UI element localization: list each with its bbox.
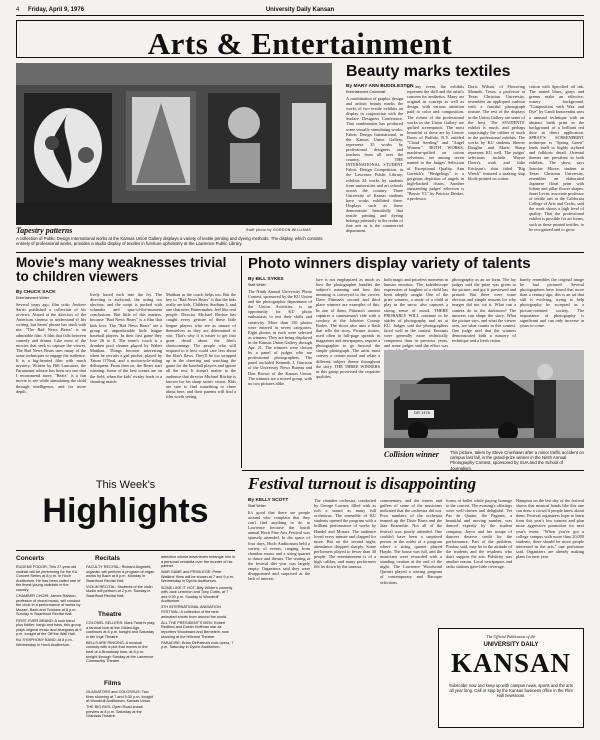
photo-byrole: Staff Writer [248,283,266,287]
ad-line-2: UNIVERSITY DAILY [483,642,539,648]
highlights-line-2: Highlights [42,492,209,530]
divider-upper [16,252,584,253]
recital-item: FACULTY RECITAL: Richard Angeletti, organist, will perform a program of organ works by Bach at 8 p.m. Monday in Swarthout Recital Hall. [86,565,155,583]
movies-byline: By CHUCK SACK [16,290,56,295]
beauty-col-2: In any event, the exhibits represent the skill and the artist's concern for aesthetics. Many are original in concept as well as design, with various attention paid to color and composition. The richest of the professional works in the Union Gallery are quilted screenprints. The most beautiful of these are by Lenore Davis of Buffalo, N.Y. entitled "Cloud Seeding" and "Angel Women." BOTH WORKS, machine-quilted on cotton velveteen, are among seven named to the Judges' Selection of Exceptional Quality. Ann Gornick's "Hedgehogs" is a gorgeous depiction of angels in high-backed chairs. Another outstanding judges' selection is "Bessie VI," by Patricia Denker, a professor. [407,84,464,202]
photo-headline: Photo winners display variety of talents [248,255,531,272]
movies-col-1: Several years ago, film critic Andrew Sarris published a collection of his reviews. Aimed at the directors of the American cinema to understand if his writing, but Sarris' phrase has stuck with me: "The Bad News Bears" is an admirable film. A film that falls between comedy and drama. Like most of the movies that seek to capture the viewer, The Bad News Bears uses many of the same techniques to engage the audience. It is a big-hearted film with much mystery. Written by Bill Lancaster, the Paramount release has been not one that I recommend more, "Bears" is a fun movie to see while stimulating the child through intelligence, and for more depth. [16,302,86,394]
festival-col-3: commentary, and the timers and gaffers of some of the musicians indicated that the orchestra did not. Poor numbers of the orchestra teamed up the Dixie Brass and the Jazz Ensemble. Not all of the festival was poorly attended. One couldn't have been a surprised person in the midst of a program where a string quartet played Haydn. The house was full, and the musicians were rewarded with a standing ovation at the end of the night. The Lawrence Woodwind Quintet played a stirring program of contemporary and Baroque selections. [380,498,442,585]
section-title: Arts & Entertainment [147,26,453,61]
concert-item: CHAMBER CHOIR: James Ralston, professor of choral music, will conduct the choir in a performance of works by Mozart, Bach and Tomkins at 8 p.m. Sunday in Swarthout Recital Hall. [16,594,81,617]
film-item: WAR GAME and PRIVILEGE: Peter Watkins' films will be shown at 7 and 9 p.m. Wednesday in Dyche Auditorium. [161,570,234,584]
movies-col-2: lively based each into the fry. The directing is awkward, the acting too obvious, and the script is packed with schmaltz and spur-of-the-moment conclusions. But little of this matters, because "Bad News Bears" is a film that kids love. The "Bad News Bears" are a group of unpredictable little league baseball players. In their first game they lose 26 to 0. The team's coach is a drunken pool cleaner played by Walter Matthau. Things become interesting when he recruits a girl pitcher, played by Tatum O'Neal, and a motorcycle-riding delinquent. From then on, the Bears start winning. Some of the best scenes are on the field, when the kids' rivalry leads to a shouting match. [90,292,162,384]
page-number: 4 [16,7,20,13]
ad-line-1: The Official Publication of the [486,634,536,639]
tapestry-photo-credit: Staff photo by GORDON WILLIAMS [246,228,311,232]
film-item: PARADISE: Brian DePalma's rock opera, 7 p.m. Saturday in Dyche Auditorium. [161,640,234,650]
tapestry-photo-image [16,63,332,225]
collision-photo [384,350,584,448]
film-item: ALL THE PRESIDENT'S MEN: Robert Redford and Dustin Hoffman star as reporters Woodward and Bernstein, now showing at the Hillcrest Theatre. [161,620,229,639]
film-item: GLADIATORS and COLOSSUS: Two films showing at 7 and 9:30 p.m. tonight at Woodruff Auditorium, Kansas Union. [86,690,153,704]
film-item: THE BIG BUS: Open Road sneak preview at 8 p.m. Saturday at the Granada Theatre. [86,705,143,719]
festival-headline: Festival turnout is disappointing [248,474,477,493]
photo-col-3: both magic and priceless moments in human emotion. The kaleidoscope expression of laughter of a child has been adeptly caught. One of the prize winners, a study of a child at play in the snow, also captures a strong sense of mood. THERE PROBABLY WILL continue to be strides of photography and art at KU. Judges said the photographers fared well in the contest. Entrants were generally more technically competent than in previous years, and some judges said the effort was [384,277,448,349]
recital-item: VIOLIN RECITAL: Students of the violin studio will perform at 2 p.m. Sunday in Swarthout Recital Hall. [86,584,153,599]
collision-photo-image [384,350,584,448]
festival-byrole: Staff Writer [248,504,266,508]
photo-col-2: lure is not emphasized as much as how the photographer handles the subject's meaning and how this meaning is conveyed to the viewer. Dave Pittman's second and third place winners are examples of this. In one of them, Pittman's camera captures a cameraman's ride with a cowboy at the Johnson County Rodeo. The shoot also uses a flash that tells the story. Picture stories, used often in full-page spreads in magazines and newspapers, require a photographer to go beyond the simple photograph. The artist must convey a certain mood and relate a different subject theme throughout the story. THE THREE WINNERS in this group possessed the requisite qualities. [316,277,380,379]
beauty-headline: Beauty marks textiles [346,63,511,80]
highlights-header [16,465,235,551]
festival-col-4: forms of ballet while paying homage to the concert. The evening's offerings were well-chosen and delightful. Yet Pas de Quatre, the Pageant, a beautiful and moving number, was danced expertly by the student company. Joyce and her troupe of dancers deserve credit for the performance. Part of the problem, Ponlaw said, may be in the attitude of the students and the residents who don't support the arts. Publicity was another reason. Local newspapers and radio stations gave little coverage. [446,498,512,570]
concert-item: EUGENE FODOR: This 27-year-old violinist will be performing for the KU Concert Series at 8 p.m. in Hoch Auditorium. He has been called one of the finest young violinists in the country. [16,565,81,592]
highlights-col-3 [161,555,235,733]
ad-body: Subscribe now and keep up with campus news, sports and the arts all year long. Call or stop by the Kansan business office in the Flint Hall newsroom. [448,683,574,698]
concert-item: FIRST EVER BRAND: A rock band plus fiddler, banjo and bass, this group plays original music and bluegrass at 9 p.m. tonight at the Off the Wall Hall. [16,618,82,637]
festival-col-2: The chamber orchestra, conducted by George Lawner, filled with as rich a sound as many full orchestras. The ensemble of KU students opened the program with a brilliant performance of works by Handel and Mozart. The audience loved every minute and clapped for more. But on the second night, attendance dropped sharply. Some performers played to fewer than 30 people. The entertainment is of a high caliber, and many performers felt let down by the turnout. [314,498,376,570]
movies-byrole: Entertainment Writer [16,296,49,300]
photo-col-5: barely resembles the original image he had pictured. Several photographers have found that more than a century ago, this is an art that still is evolving, trying to help photography be accepted as a picture-oriented society. The importance of photography is significant and can only increase in years to come. [520,277,584,328]
tapestry-photo [16,63,332,225]
beauty-byline: By MARY ANN BUDDLESTON [346,84,414,89]
concerts-list [16,565,82,733]
tapestry-caption-title: Tapestry patterns [16,226,73,235]
collision-caption-title: Collision winner [384,450,439,459]
license-plate: DR 1476 [414,410,430,415]
beauty-col-3: Doris Wilson, of Flowering Mounds, Texas, a professor at Texas Christian University, resembles an appliqued cushion with a fanciful photograph texture. The rest of the displays in the Union Gallery are some of the best. The STUDENTS' exhibit is much, and perhaps surprisingly the caliber of work in the professional exhibits. The works by KU students Sherrie Douglas and Marie Sharp represent KU well, The judges' selections include Wayne Doerr's work and Julie Erickson's shirt titled "Big Wreck" featured a snaking ship block-printed on cotton. [468,84,525,181]
recitals-title: Recitals [95,555,120,562]
films-title: Films [104,680,121,687]
festival-col-5: Hampton on the last day of the festival shows that musical bands like this one can draw a crowd if people know about them. Festival organizers hope to learn from this year's low turnout and plan more aggressive promotion for next year's event. "When you've got a college campus with more than 20,000 students, there should be more people interested in the arts," one performer said. Organizers are already making plans for next year. [516,498,584,560]
movies-col-3: Matthau as the coach helps too. But the key to "Bad News Bears" is that the kids really are kids. Children, Stadium 3, and one character, Buttermaker, feel like real people. Director Michael Ritchie has caught every gesture of these little league players who are as unsure of themselves as they are determined to win. That's why it is easier to get into great detail about the film's shortcomings. The people who will respond to it best could care less about the film's flaws. They'll be too wrapped up in the cheering and watching the game for the baseball players and ignore all the rest. It doesn't matter to the audience that director Michael Ritchie is known for his sharp satiric vision. Kids are sure to find something to cheer about here, and their parents will find a film worth seeing. [166,292,236,399]
film-item: 5TH INTERNATIONAL ANIMATION FESTIVAL: A collection of the best animated shorts from around the world. [161,605,228,619]
theatre-item: COLONEL SELLERS: Mark Twain's play, a farcical look at the Gilded Age, continues at 8 p.m. tonight and Saturday in the Inge Theatre. [86,621,156,639]
folio-line [16,6,584,16]
issue-date: Friday, April 9, 1976 [28,7,85,13]
film-item: SOME LIKE IT HOT: Billy Wilder's comedy with Jack Lemmon and Tony Curtis, at 7 and 9:30 p.m. Sunday in Woodruff Auditorium. [161,585,233,604]
column-divider [241,256,242,468]
film-item: detective whose adventures entangle him in a personal vendetta over the murder of his partner. [161,555,235,569]
recitals-list [86,565,156,609]
photo-col-4: photography as an art form. The lay judges said the prize was given to the picture, and got it previewed and praised. But there were some obvious and simple reasons for why images did not cut it. What can a camera do in the darkroom? The answers can shape the story. What the picture says, and what the viewer sees, are what counts in this contest. One judge said that the winners demonstrated both a mastery of technique and a fresh vision. [452,277,516,344]
ad-masthead: KANSAN [450,648,571,678]
theatre-list [86,621,156,677]
section-banner [16,20,584,61]
festival-byline: By KELLY SCOTT [248,498,289,503]
tapestry-caption-text: A collection of Public Design International works at the Kansas Union Gallery displays a variety of textile printing and dyeing methods. The display, which consists entirely of professional works, provides a studio display of textiles in furniture upholstery at the Lawrence Public Library. [16,236,323,247]
beauty-byrole: Entertainment Columnist [346,90,386,94]
concerts-title: Concerts [16,555,45,562]
divider-lower [242,470,584,471]
theatre-item: BELLS ARE RINGING: A musical comedy with a plot that moves to the beat of a Broadway tune, at 8 p.m. tonight through Sunday at the Lawrence Community Theatre. [86,640,154,664]
kansan-ad [438,628,584,728]
beauty-col-1: A combination of graphic design and artistic beauty marks the works of two textile exhibits on display in conjunction with the Surface Designers Conference. That combination has produced some visually stimulating works. Fabric Design International, in the Kansas Union Gallery, represents 35 works by professional designers and teachers from all over the country. THE INTERNATIONAL STUDENT Fabric Design Competition, in the Lawrence Public Library, exhibits 24 works by students from universities and art schools across the country. Three University of Kansas students have works exhibited there. Displays such as these demonstrate beautifully that textile printing and dyeing belongs primarily in the realm of fine arts as is the commercial department. [346,96,403,234]
beauty-col-4: cotton with Specified oil ink. The muted blues, grays and greens make an effective, watery background. "Composition with Wax and Dye" by Candi Innocentini uses a unusual technique with an abstract batik print in the background of a brilliant red dose in direct application. SPRAY'S SCREENPRINT technique is "Spring Green" lends itself to highly stylized and folkloric detail. Oriental themes are prevalent in both exhibits. The show, says Jaroslav Moore, student at Texas Christian University, resembles an elaborated Japanese floral print with foliate and pillar flower shapes. Janet Levin, associate professor of textile arts at the California College of Arts and Crafts, said the work shows a high level of quality. That the professional exhibit is possible for art forms, such as these printed textiles, to be recognized and to grow. [529,84,584,232]
festival-col-1: It's good that there are people around who complain that they can't find anything to do in Lawrence because the fourth annual Hoch Fine Arts Festival was sparsely attended. In the space of four days, Hoch Auditorium held a variety of events, ranging from chamber music and a string quartet to dance and theater. The seating at the festival this year was largely empty. Organizers said they were disappointed and surprised at the lack of interest. [248,510,310,582]
paper-name: University Daily Kansan [265,7,335,13]
concert-item: KU SYMPHONY BAND: At 8 p.m. Wednesday in Hoch Auditorium. [16,638,73,647]
movies-headline: Movie's many weaknesses trivial to children viewers [16,255,227,285]
theatre-title: Theatre [98,611,122,618]
highlights-line-1: This Week's [95,479,156,491]
photo-byline: By BILL SYKES [248,277,284,282]
films-list [86,690,156,734]
collision-caption-text: This picture, taken by Steve Cronhawn after a minor traffic accident on campus last fall, is the grand-prize winner in the Ninth Annual Photography Contest, sponsored by SUA and the School of Journalism. [450,450,584,471]
photo-col-1: The Ninth Annual University Photo Contest, sponsored by the KU Union and the photographic department of the Union Activities, is an opportunity for KU photo enthusiasts to test their skills and creativity. More than 150 photos were entered in seven categories. Eight photos in each were selected as winners. They are being displayed in the Kansas Union Gallery through Apr. 21. The winners were chosen by a panel of judges who are professional photographers. The panel included Kenneth J. Garrison of the University News Bureau and Don Brown of the Kansas Union. The winners are a mixed group, with no two pictures alike. [248,289,312,386]
